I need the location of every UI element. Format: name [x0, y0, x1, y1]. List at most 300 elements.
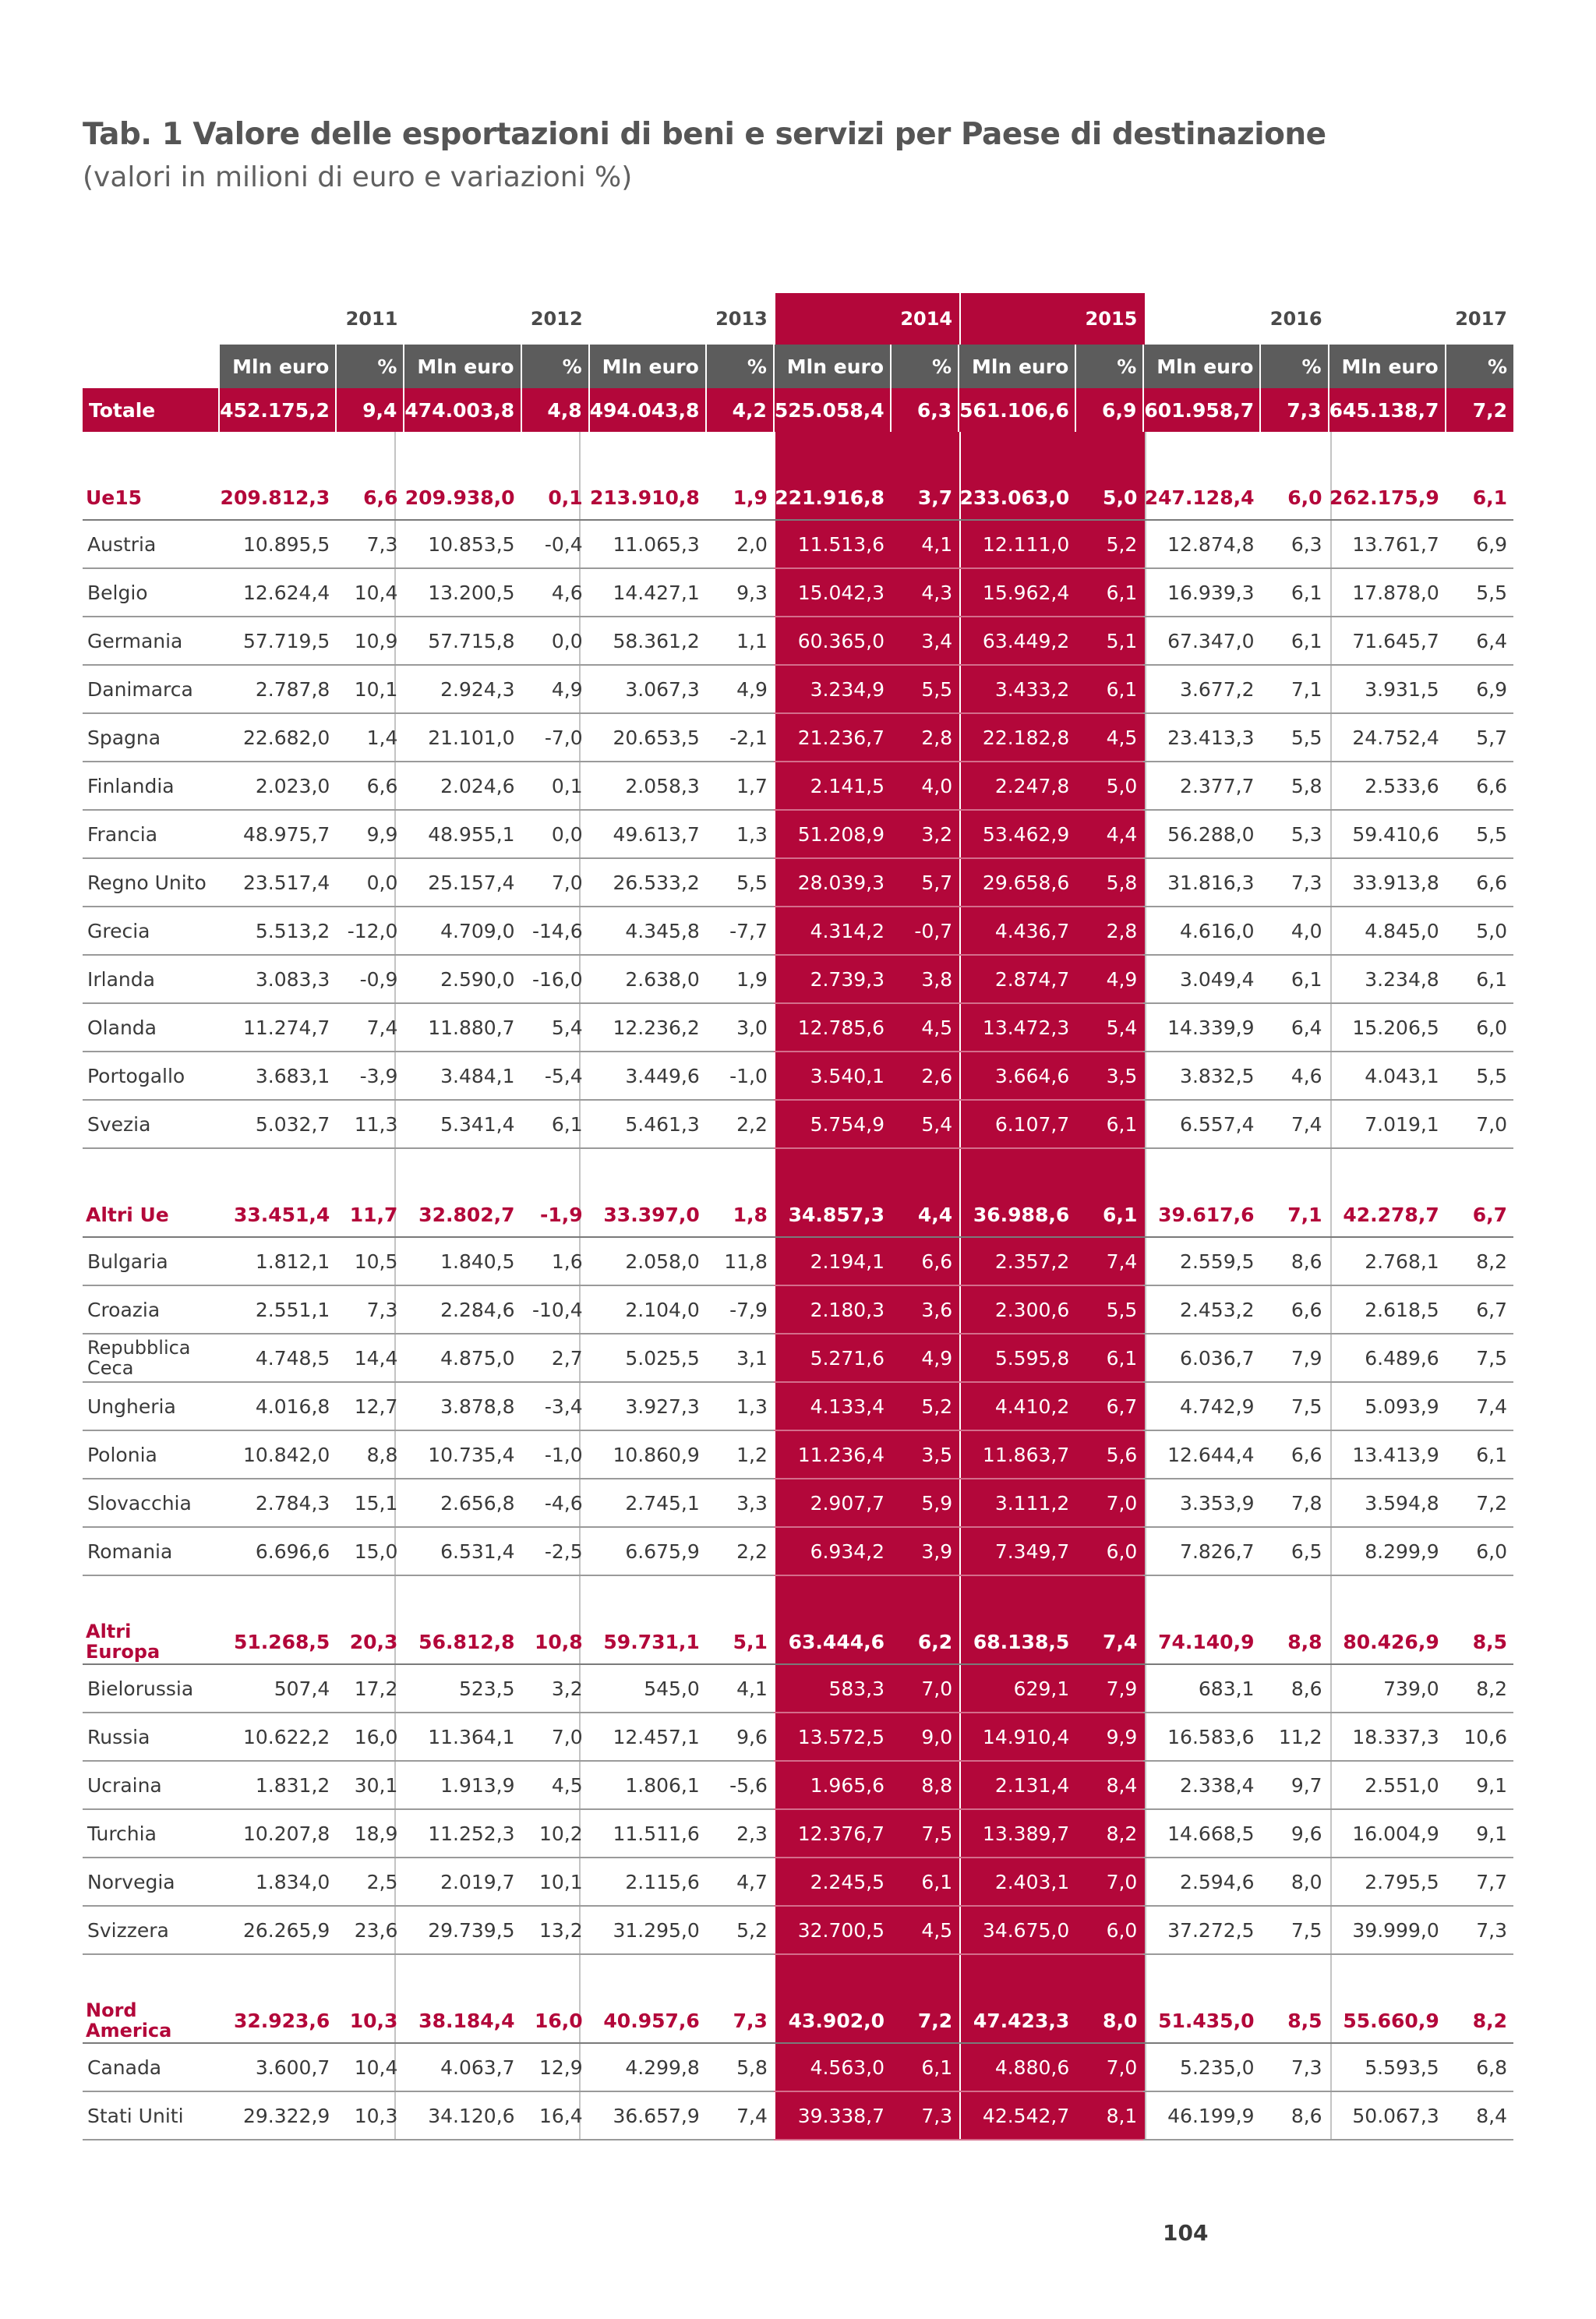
pct-value: 2,8: [891, 713, 959, 762]
pct-value: 2,6: [891, 1052, 959, 1100]
pct-value: 10,6: [1446, 1713, 1513, 1761]
pct-value: 7,5: [1260, 1906, 1328, 1954]
mln-value: 4.410,2: [959, 1382, 1075, 1430]
mln-value: 3.677,2: [1143, 665, 1260, 713]
mln-value: 4.875,0: [404, 1334, 521, 1382]
pct-value: 8,4: [1446, 2091, 1513, 2140]
mln-value: 2.559,5: [1143, 1237, 1260, 1285]
mln-value: 2.058,0: [589, 1237, 706, 1285]
pct-value: 0,1: [521, 762, 589, 810]
table-title: Tab. 1 Valore delle esportazioni di beni e servizi per Paese di destinazione: [83, 117, 1326, 152]
pct-value: 6,1: [891, 1858, 959, 1906]
mln-value: 12.236,2: [589, 1003, 706, 1052]
mln-value: 17.878,0: [1329, 568, 1446, 617]
mln-value: 3.049,4: [1143, 955, 1260, 1003]
mln-value: 2.453,2: [1143, 1285, 1260, 1334]
mln-value: 3.832,5: [1143, 1052, 1260, 1100]
country-name: Belgio: [87, 581, 148, 604]
pct-value: 7,0: [1075, 2043, 1143, 2091]
pct-value: 5,5: [1446, 568, 1513, 617]
mln-value: 5.341,4: [404, 1100, 521, 1148]
group-label: [83, 1193, 219, 1237]
pct-value: 0,0: [521, 617, 589, 665]
pct-value: 4,9: [521, 665, 589, 713]
pct-value: 11,8: [706, 1237, 774, 1285]
pct-value: 7,3: [891, 2091, 959, 2140]
pct-value: -0,7: [891, 907, 959, 955]
year-header: 2017: [1455, 308, 1507, 330]
mln-value: 12.644,4: [1143, 1430, 1260, 1479]
pct-value: 7,3: [1260, 2043, 1328, 2091]
pct-value: 7,3: [1260, 858, 1328, 907]
pct-value: 6,1: [1075, 1334, 1143, 1382]
mln-value: 2.787,8: [219, 665, 336, 713]
country-row: [83, 762, 1513, 810]
pct-value: 6,9: [1446, 520, 1513, 568]
mln-value: 2.058,3: [589, 762, 706, 810]
pct-value: 8,5: [1260, 1999, 1328, 2043]
mln-value: 63.444,6: [774, 1620, 891, 1664]
pct-value: -7,9: [706, 1285, 774, 1334]
pct-value: 16,0: [336, 1713, 404, 1761]
percent-header: %: [891, 345, 959, 388]
mln-value: 3.878,8: [404, 1382, 521, 1430]
mln-value: 3.683,1: [219, 1052, 336, 1100]
mln-value: 2.194,1: [774, 1237, 891, 1285]
spacer-cell: [83, 1575, 1513, 1620]
mln-value: 20.653,5: [589, 713, 706, 762]
pct-value: 9,4: [336, 388, 404, 432]
mln-value: 59.410,6: [1329, 810, 1446, 858]
export-table-container: [83, 293, 1513, 2140]
spacer-cell: [83, 432, 1513, 475]
pct-value: 6,1: [1446, 955, 1513, 1003]
pct-value: 4,9: [1075, 955, 1143, 1003]
country-name: Portogallo: [87, 1064, 185, 1087]
mln-value: 2.023,0: [219, 762, 336, 810]
pct-value: 5,5: [1446, 810, 1513, 858]
mln-value: 7.826,7: [1143, 1527, 1260, 1575]
mln-value: 32.923,6: [219, 1999, 336, 2043]
pct-value: 3,8: [891, 955, 959, 1003]
pct-value: 9,9: [1075, 1713, 1143, 1761]
pct-value: 9,1: [1446, 1761, 1513, 1809]
pct-value: 6,1: [1260, 617, 1328, 665]
pct-value: -10,4: [521, 1285, 589, 1334]
mln-value: 2.300,6: [959, 1285, 1075, 1334]
mln-value: 2.403,1: [959, 1858, 1075, 1906]
mln-value: 2.377,7: [1143, 762, 1260, 810]
mln-value: 36.988,6: [959, 1193, 1075, 1237]
country-name: Regno Unito: [87, 871, 207, 894]
pct-value: 4,4: [1075, 810, 1143, 858]
pct-value: 4,0: [891, 762, 959, 810]
country-label: [83, 858, 219, 907]
pct-value: 6,6: [1446, 858, 1513, 907]
mln-value: 13.200,5: [404, 568, 521, 617]
country-row: [83, 617, 1513, 665]
mln-value: 43.902,0: [774, 1999, 891, 2043]
pct-value: 7,5: [1446, 1334, 1513, 1382]
country-row: [83, 1858, 1513, 1906]
pct-value: 7,0: [1075, 1479, 1143, 1527]
country-name: Svezia: [87, 1112, 151, 1136]
pct-value: 6,6: [336, 475, 404, 520]
country-label: [83, 1003, 219, 1052]
mln-value: 13.472,3: [959, 1003, 1075, 1052]
country-row: [83, 1285, 1513, 1334]
pct-value: 6,1: [1260, 568, 1328, 617]
mln-value: 56.288,0: [1143, 810, 1260, 858]
pct-value: 10,5: [336, 1237, 404, 1285]
pct-value: 8,6: [1260, 2091, 1328, 2140]
mln-value: 11.274,7: [219, 1003, 336, 1052]
mln-value: 49.613,7: [589, 810, 706, 858]
mln-value: 34.120,6: [404, 2091, 521, 2140]
country-label: [83, 665, 219, 713]
mln-value: 5.032,7: [219, 1100, 336, 1148]
country-row: [83, 1382, 1513, 1430]
mln-value: 74.140,9: [1143, 1620, 1260, 1664]
pct-value: 10,4: [336, 2043, 404, 2091]
mln-value: 6.934,2: [774, 1527, 891, 1575]
year-header: 2013: [715, 308, 768, 330]
mln-value: 4.616,0: [1143, 907, 1260, 955]
pct-value: 5,0: [1446, 907, 1513, 955]
mln-value: 25.157,4: [404, 858, 521, 907]
mln-value: 10.853,5: [404, 520, 521, 568]
mln-value: 12.457,1: [589, 1713, 706, 1761]
country-name: Danimarca: [87, 677, 193, 701]
mln-value: 4.299,8: [589, 2043, 706, 2091]
pct-value: 3,9: [891, 1527, 959, 1575]
country-row: [83, 665, 1513, 713]
country-label: [83, 1906, 219, 1954]
mln-value: 4.016,8: [219, 1382, 336, 1430]
mln-value: 42.542,7: [959, 2091, 1075, 2140]
pct-value: 30,1: [336, 1761, 404, 1809]
pct-value: 12,7: [336, 1382, 404, 1430]
mln-value: 2.141,5: [774, 762, 891, 810]
mln-value: 26.533,2: [589, 858, 706, 907]
pct-value: 3,2: [521, 1664, 589, 1713]
mln-value: 14.339,9: [1143, 1003, 1260, 1052]
mln-value: 3.664,6: [959, 1052, 1075, 1100]
pct-value: -14,6: [521, 907, 589, 955]
group-row: [83, 1999, 1513, 2043]
mln-euro-header: Mln euro: [589, 345, 706, 388]
mln-value: 6.036,7: [1143, 1334, 1260, 1382]
country-row: [83, 955, 1513, 1003]
pct-value: 6,8: [1446, 2043, 1513, 2091]
mln-value: 2.656,8: [404, 1479, 521, 1527]
country-label: [83, 955, 219, 1003]
pct-value: 13,2: [521, 1906, 589, 1954]
mln-value: 11.511,6: [589, 1809, 706, 1858]
percent-header: %: [1075, 345, 1143, 388]
pct-value: 9,6: [706, 1713, 774, 1761]
pct-value: -2,5: [521, 1527, 589, 1575]
mln-value: 5.595,8: [959, 1334, 1075, 1382]
pct-value: 7,8: [1260, 1479, 1328, 1527]
mln-value: 2.907,7: [774, 1479, 891, 1527]
mln-value: 39.338,7: [774, 2091, 891, 2140]
pct-value: 10,4: [336, 568, 404, 617]
mln-value: 3.540,1: [774, 1052, 891, 1100]
mln-value: 16.583,6: [1143, 1713, 1260, 1761]
mln-value: 1.834,0: [219, 1858, 336, 1906]
pct-value: 6,3: [891, 388, 959, 432]
country-row: [83, 1430, 1513, 1479]
mln-value: 2.180,3: [774, 1285, 891, 1334]
spacer-row: [83, 1954, 1513, 1999]
country-name: Germania: [87, 629, 183, 652]
pct-value: 7,0: [1075, 1858, 1143, 1906]
pct-value: 8,4: [1075, 1761, 1143, 1809]
mln-value: 16.004,9: [1329, 1809, 1446, 1858]
pct-value: 7,0: [1446, 1100, 1513, 1148]
mln-value: 12.624,4: [219, 568, 336, 617]
pct-value: 5,1: [1075, 617, 1143, 665]
pct-value: 5,5: [891, 665, 959, 713]
pct-value: 5,9: [891, 1479, 959, 1527]
pct-value: 5,0: [1075, 762, 1143, 810]
country-name: Turchia: [87, 1822, 157, 1845]
pct-value: 7,1: [1260, 1193, 1328, 1237]
mln-value: 2.338,4: [1143, 1761, 1260, 1809]
mln-value: 2.768,1: [1329, 1237, 1446, 1285]
country-row: [83, 1479, 1513, 1527]
mln-value: 2.024,6: [404, 762, 521, 810]
pct-value: 15,0: [336, 1527, 404, 1575]
pct-value: 6,1: [891, 2043, 959, 2091]
mln-value: 10.860,9: [589, 1430, 706, 1479]
mln-value: 2.131,4: [959, 1761, 1075, 1809]
mln-value: 13.572,5: [774, 1713, 891, 1761]
mln-value: 18.337,3: [1329, 1713, 1446, 1761]
pct-value: 7,3: [1446, 1906, 1513, 1954]
mln-value: 5.513,2: [219, 907, 336, 955]
pct-value: 10,1: [336, 665, 404, 713]
mln-value: 6.557,4: [1143, 1100, 1260, 1148]
country-label: [83, 1858, 219, 1906]
pct-value: 4,5: [1075, 713, 1143, 762]
percent-header: %: [336, 345, 404, 388]
year-header: 2011: [345, 308, 398, 330]
pct-value: 6,9: [1075, 388, 1143, 432]
pct-value: 6,0: [1446, 1003, 1513, 1052]
country-name: Slovacchia: [87, 1491, 192, 1515]
mln-value: 14.910,4: [959, 1713, 1075, 1761]
export-table: [83, 293, 1513, 2140]
group-label-text: Nord America: [86, 1999, 172, 2041]
pct-value: 1,1: [706, 617, 774, 665]
pct-value: -2,1: [706, 713, 774, 762]
mln-value: 8.299,9: [1329, 1527, 1446, 1575]
pct-value: 7,4: [1075, 1620, 1143, 1664]
mln-value: 5.593,5: [1329, 2043, 1446, 2091]
pct-value: 2,8: [1075, 907, 1143, 955]
pct-value: 1,6: [521, 1237, 589, 1285]
pct-value: 18,9: [336, 1809, 404, 1858]
mln-value: 1.913,9: [404, 1761, 521, 1809]
pct-value: 4,0: [1260, 907, 1328, 955]
mln-value: 2.019,7: [404, 1858, 521, 1906]
pct-value: 20,3: [336, 1620, 404, 1664]
pct-value: 5,2: [891, 1382, 959, 1430]
mln-value: 13.389,7: [959, 1809, 1075, 1858]
mln-value: 51.435,0: [1143, 1999, 1260, 2043]
mln-value: 3.111,2: [959, 1479, 1075, 1527]
mln-value: 4.133,4: [774, 1382, 891, 1430]
mln-value: 233.063,0: [959, 475, 1075, 520]
country-name: Bielorussia: [87, 1677, 194, 1700]
mln-value: 33.913,8: [1329, 858, 1446, 907]
pct-value: 2,2: [706, 1527, 774, 1575]
pct-value: 6,1: [1446, 1430, 1513, 1479]
pct-value: 7,2: [1446, 1479, 1513, 1527]
pct-value: 14,4: [336, 1334, 404, 1382]
pct-value: 6,1: [1075, 665, 1143, 713]
mln-value: 12.785,6: [774, 1003, 891, 1052]
mln-value: 2.284,6: [404, 1285, 521, 1334]
mln-value: 21.236,7: [774, 713, 891, 762]
mln-value: 2.115,6: [589, 1858, 706, 1906]
year-header-row: [83, 293, 1513, 345]
pct-value: 7,5: [1260, 1382, 1328, 1430]
pct-value: 6,1: [1075, 1193, 1143, 1237]
mln-value: 71.645,7: [1329, 617, 1446, 665]
pct-value: 8,0: [1260, 1858, 1328, 1906]
mln-value: 523,5: [404, 1664, 521, 1713]
pct-value: 5,2: [1075, 520, 1143, 568]
pct-value: 10,3: [336, 1999, 404, 2043]
mln-value: 2.924,3: [404, 665, 521, 713]
mln-euro-header: Mln euro: [1143, 345, 1260, 388]
pct-value: 6,3: [1260, 520, 1328, 568]
mln-value: 10.895,5: [219, 520, 336, 568]
mln-value: 67.347,0: [1143, 617, 1260, 665]
country-row: [83, 1906, 1513, 1954]
mln-value: 11.236,4: [774, 1430, 891, 1479]
pct-value: 16,0: [521, 1999, 589, 2043]
group-label: [83, 475, 219, 520]
pct-value: 3,3: [706, 1479, 774, 1527]
mln-value: 221.916,8: [774, 475, 891, 520]
pct-value: 3,4: [891, 617, 959, 665]
pct-value: -1,9: [521, 1193, 589, 1237]
mln-value: 38.184,4: [404, 1999, 521, 2043]
mln-value: 3.083,3: [219, 955, 336, 1003]
pct-value: 5,1: [706, 1620, 774, 1664]
pct-value: 6,2: [891, 1620, 959, 1664]
group-row: [83, 475, 1513, 520]
mln-value: 11.252,3: [404, 1809, 521, 1858]
mln-value: 12.874,8: [1143, 520, 1260, 568]
pct-value: 7,2: [891, 1999, 959, 2043]
country-label: [83, 617, 219, 665]
pct-value: 5,6: [1075, 1430, 1143, 1479]
pct-value: 7,2: [1446, 388, 1513, 432]
mln-value: 16.939,3: [1143, 568, 1260, 617]
mln-value: 13.761,7: [1329, 520, 1446, 568]
mln-value: 10.735,4: [404, 1430, 521, 1479]
row-label: Totale: [83, 388, 219, 432]
mln-value: 209.938,0: [404, 475, 521, 520]
mln-value: 2.533,6: [1329, 762, 1446, 810]
pct-value: 15,1: [336, 1479, 404, 1527]
pct-value: 8,5: [1446, 1620, 1513, 1664]
mln-value: 3.234,8: [1329, 955, 1446, 1003]
mln-value: 601.958,7: [1143, 388, 1260, 432]
pct-value: 4,1: [706, 1664, 774, 1713]
mln-value: 739,0: [1329, 1664, 1446, 1713]
pct-value: 4,5: [891, 1906, 959, 1954]
mln-value: 4.563,0: [774, 2043, 891, 2091]
mln-value: 4.345,8: [589, 907, 706, 955]
pct-value: 5,4: [521, 1003, 589, 1052]
mln-value: 34.857,3: [774, 1193, 891, 1237]
spacer-cell: [83, 1954, 1513, 1999]
country-name: Norvegia: [87, 1870, 175, 1893]
pct-value: -7,0: [521, 713, 589, 762]
group-label-text: Altri Ue: [86, 1203, 169, 1226]
country-name: Austria: [87, 532, 157, 556]
mln-value: 53.462,9: [959, 810, 1075, 858]
pct-value: 4,9: [891, 1334, 959, 1382]
mln-value: 12.111,0: [959, 520, 1075, 568]
mln-value: 452.175,2: [219, 388, 336, 432]
pct-value: 5,5: [1446, 1052, 1513, 1100]
pct-value: 9,0: [891, 1713, 959, 1761]
pct-value: 10,8: [521, 1620, 589, 1664]
pct-value: 5,5: [1260, 713, 1328, 762]
mln-value: 31.295,0: [589, 1906, 706, 1954]
mln-value: 29.658,6: [959, 858, 1075, 907]
pct-value: 6,1: [1260, 955, 1328, 1003]
mln-value: 10.622,2: [219, 1713, 336, 1761]
mln-value: 31.816,3: [1143, 858, 1260, 907]
pct-value: 2,0: [706, 520, 774, 568]
mln-value: 2.874,7: [959, 955, 1075, 1003]
pct-value: 9,9: [336, 810, 404, 858]
pct-value: 8,2: [1075, 1809, 1143, 1858]
pct-value: 7,3: [336, 1285, 404, 1334]
pct-value: 6,6: [1260, 1285, 1328, 1334]
mln-value: 39.999,0: [1329, 1906, 1446, 1954]
mln-value: 3.484,1: [404, 1052, 521, 1100]
pct-value: 12,9: [521, 2043, 589, 2091]
pct-value: 6,5: [1260, 1527, 1328, 1575]
percent-header: %: [1446, 345, 1513, 388]
pct-value: 5,5: [1075, 1285, 1143, 1334]
country-row: [83, 810, 1513, 858]
mln-value: 3.927,3: [589, 1382, 706, 1430]
mln-value: 23.413,3: [1143, 713, 1260, 762]
pct-value: 8,0: [1075, 1999, 1143, 2043]
pct-value: 10,1: [521, 1858, 589, 1906]
mln-value: 37.272,5: [1143, 1906, 1260, 1954]
pct-value: 4,2: [706, 388, 774, 432]
pct-value: 2,3: [706, 1809, 774, 1858]
mln-value: 3.353,9: [1143, 1479, 1260, 1527]
pct-value: 9,3: [706, 568, 774, 617]
country-row: [83, 568, 1513, 617]
mln-value: 22.182,8: [959, 713, 1075, 762]
country-name: Stati Uniti: [87, 2104, 184, 2127]
country-row: [83, 1761, 1513, 1809]
mln-value: 1.840,5: [404, 1237, 521, 1285]
